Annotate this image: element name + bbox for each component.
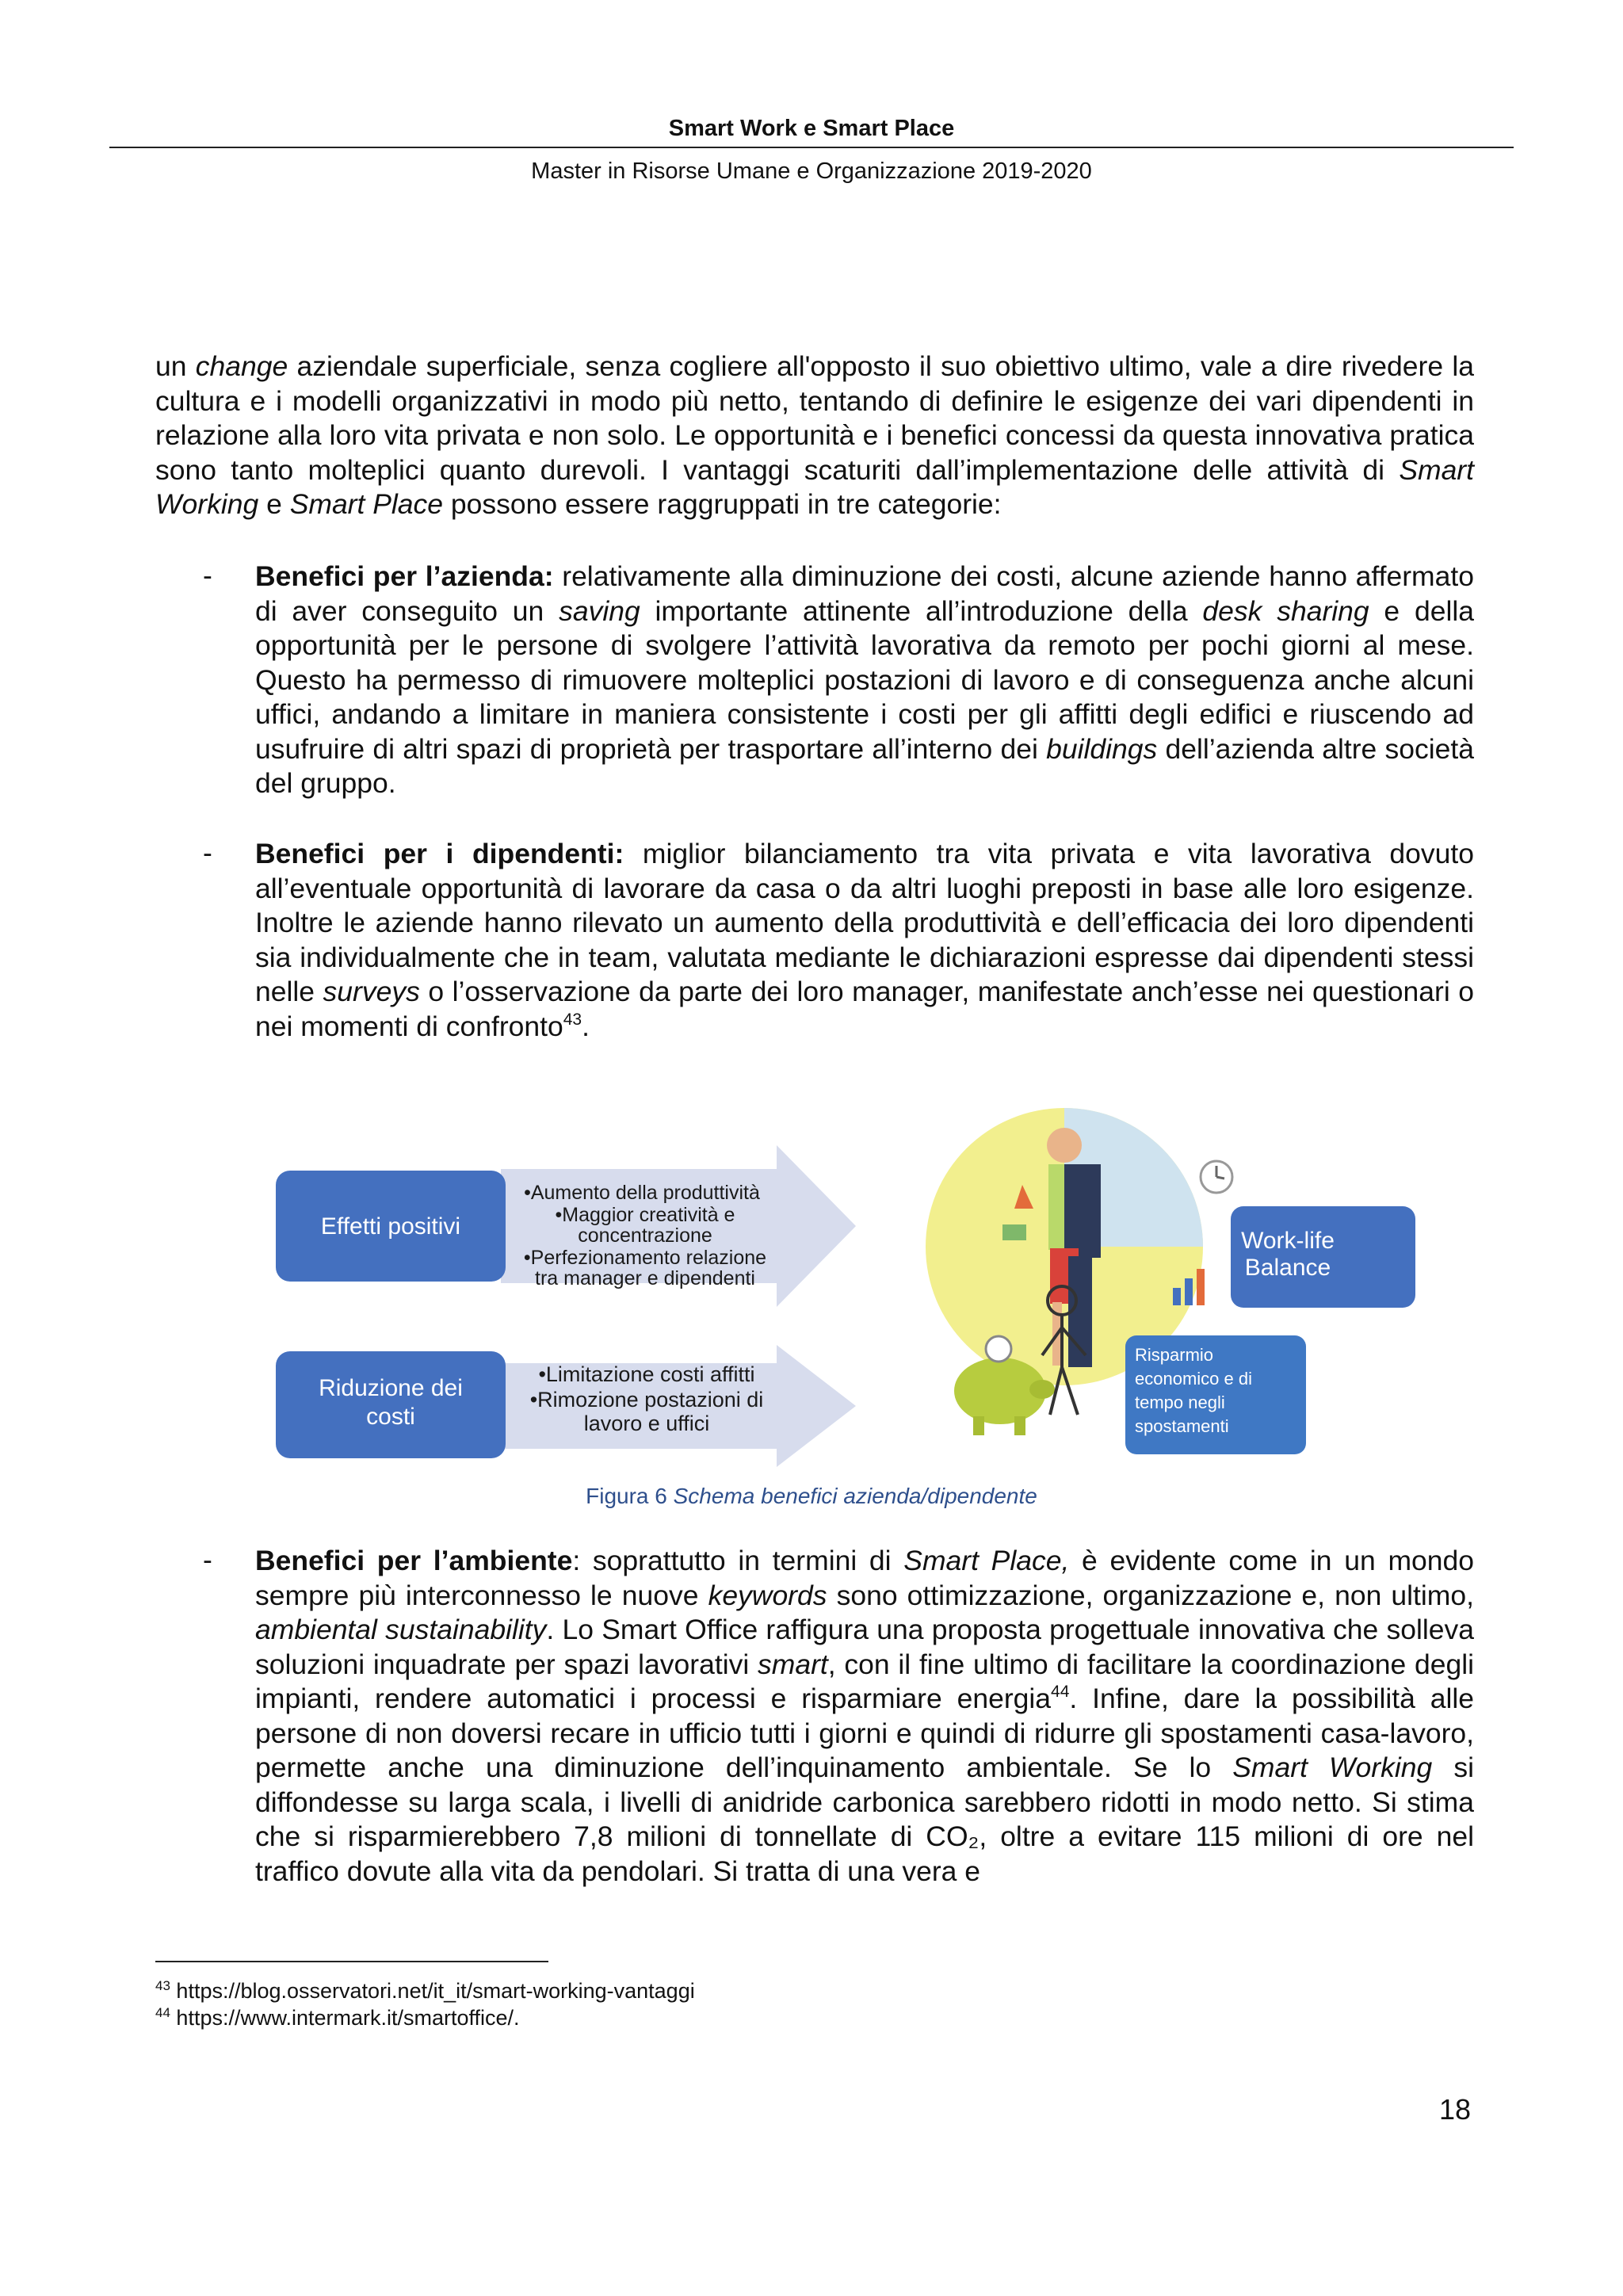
riduzione-item: •Limitazione costi affitti: [538, 1362, 755, 1386]
work-life-label: Work-life: [1241, 1228, 1335, 1254]
work-life-label: Balance: [1244, 1255, 1331, 1281]
figure-schema-benefici: [269, 1106, 1438, 1470]
riduzione-item: lavoro e uffici: [583, 1412, 710, 1435]
page-number: 18: [1439, 2093, 1472, 2126]
footnote-44: $^{44}$ https://www.intermark.it/smartoffice/.: [155, 2005, 520, 2030]
risparmio-label: Risparmio: [1135, 1345, 1214, 1365]
footnote-divider: [155, 1961, 548, 1962]
riduzione-costi-label: costi: [366, 1404, 415, 1430]
effetti-positivi-label: Effetti positivi: [320, 1213, 461, 1240]
running-header-subtitle: Master in Risorse Umane e Organizzazione 2019-2020: [531, 159, 1092, 184]
bullet-benefici-azienda: Benefici per l’azienda: relativamente alla diminuzione dei costi, alcune aziende hanno affermato di aver conseguito un saving importante attinente all’introduzione della desk sharing e della opportunità per le persone di svolgere l’attività lavorativa da remoto per pochi giorni al mese. Questo ha permesso di rimuovere molteplici postazioni di lavoro e di conseguenza anche alcuni uffici, andando a limitare in maniera consistente i costi per gli affitti degli edifici e riuscendo ad usufruire di altri spazi di proprietà per trasportare all’interno dei buildings dell’azienda altre società del gruppo.: [255, 560, 1474, 799]
bullet-benefici-dipendenti: Benefici per i dipendenti: miglior bilanciamento tra vita privata e vita lavorativa dovuto all’eventuale opportunità di lavorare da casa o da altri luoghi preposti in base alle loro esigenze. Inoltre le aziende hanno rilevato un aumento della produttività e dell’efficacia dei loro dipendenti sia individualmente che in team, valutata mediante le dichiarazioni espresse dai dipendenti stessi nelle surveys o l’osservazione da parte dei loro manager, manifestate anch’esse nei questionari o nei momenti di confronto$^{43}$.: [255, 838, 1475, 1042]
running-header-title: Smart Work e Smart Place: [668, 116, 955, 141]
header-divider: [109, 147, 1514, 148]
risparmio-label: spostamenti: [1135, 1416, 1229, 1436]
risparmio-label: economico e di: [1135, 1369, 1252, 1389]
risparmio-label: tempo negli: [1135, 1392, 1225, 1412]
footnote-43: $^{43}$ https://blog.osservatori.net/it_it/smart-working-vantaggi: [155, 1978, 695, 2003]
figure-caption: Figura 6 Schema benefici azienda/dipendente: [586, 1484, 1037, 1508]
bullet-dash: -: [203, 1544, 212, 1576]
effetti-item: concentrazione: [578, 1224, 712, 1247]
bullet-dash: -: [203, 837, 212, 869]
effetti-item: •Aumento della produttività: [524, 1182, 760, 1204]
intro-paragraph: un change aziendale superficiale, senza cogliere all'opposto il suo obiettivo ultimo, vale a dire rivedere la cultura e i modelli organizzativi in modo più netto, tentando di definire le esigenze dei vari dipendenti in relazione alla loro vita privata e non solo. Le opportunità e i benefici concessi da questa innovativa pratica sono tanto molteplici quanto durevoli. I vantaggi scaturiti dall’implementazione delle attività di Smart Working e Smart Place possono essere raggruppati in tre categorie:: [155, 350, 1474, 520]
bullet-benefici-ambiente: Benefici per l’ambiente: soprattutto in termini di Smart Place, è evidente come in un mondo sempre più interconnesso le nuove keywords sono ottimizzazione, organizzazione e, non ultimo, ambiental sustainability. Lo Smart Office raffigura una proposta progettuale innovativa che solleva soluzioni inquadrate per spazi lavorativi smart, con il fine ultimo di facilitare la coordinazione degli impianti, rendere automatici i processi e risparmiare energia$^{44}$. Infine, dare la possibilità alle persone di non doversi recare in ufficio tutti i giorni e quindi di ridurre gli spostamenti casa-lavoro, permette anche una diminuzione dell’inquinamento ambientale. Se lo Smart Working si diffondesse su larga scala, i livelli di anidride carbonica sarebbero ridotti in modo netto. Si stima che si risparmierebbero 7,8 milioni di tonnellate di CO₂, oltre a evitare 115 milioni di ore nel traffico dovute alla vita da pendolari. Si tratta di una vera e: [255, 1545, 1474, 1887]
effetti-item: •Perfezionamento relazione: [523, 1247, 767, 1269]
bullet-dash: -: [203, 560, 212, 591]
riduzione-item: •Rimozione postazioni di: [529, 1388, 764, 1412]
effetti-item: tra manager e dipendenti: [535, 1267, 755, 1289]
riduzione-costi-label: Riduzione dei: [319, 1375, 463, 1401]
effetti-item: •Maggior creatività e: [555, 1204, 735, 1226]
